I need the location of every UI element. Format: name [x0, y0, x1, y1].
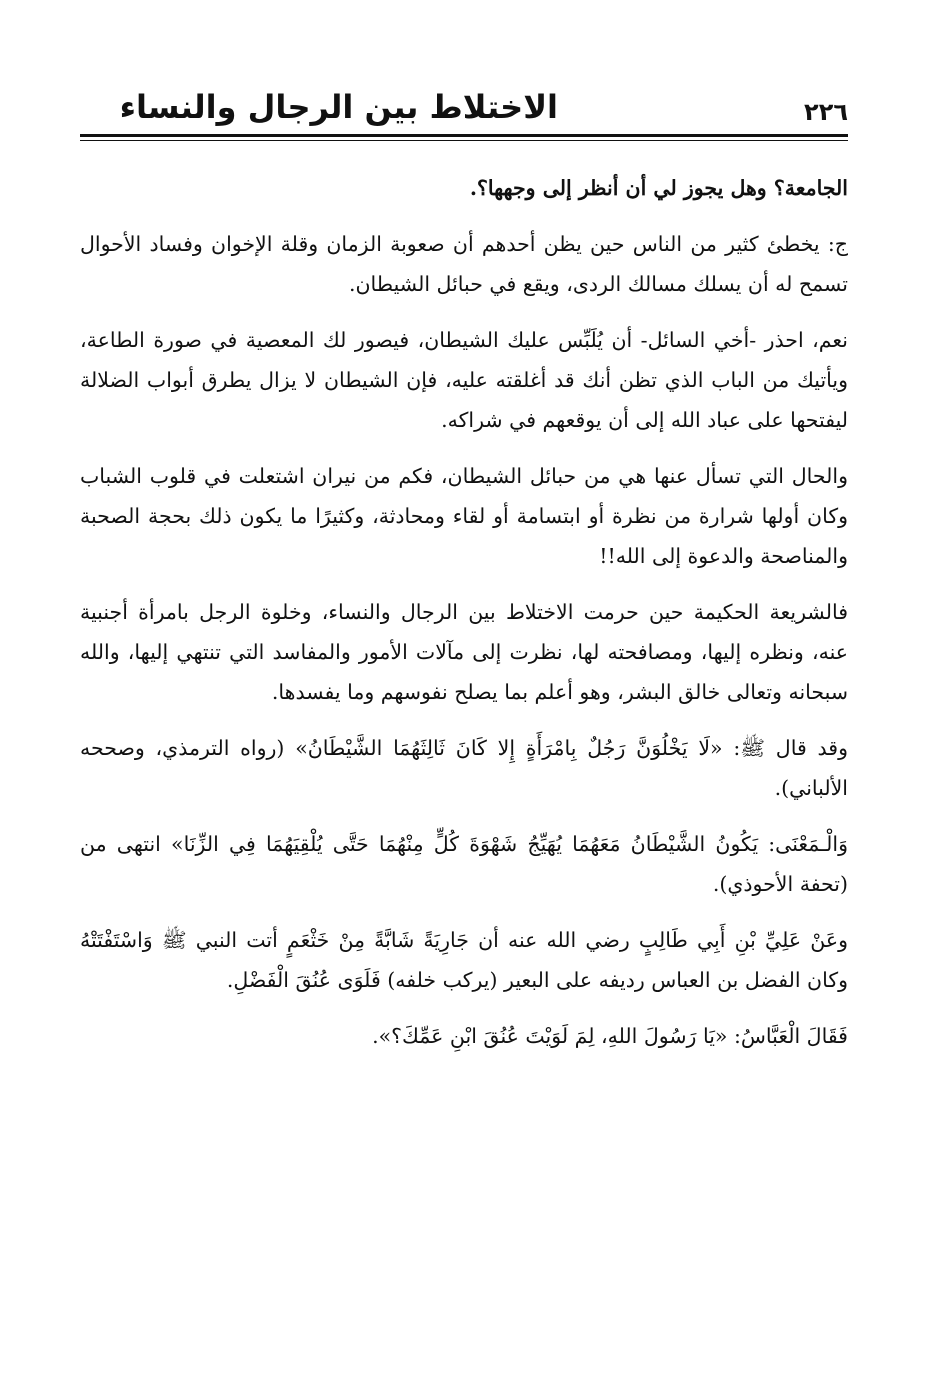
paragraph-abbas-question: فَقَالَ الْعَبَّاسُ: «يَا رَسُولَ اللهِ، لِمَ لَوَيْتَ عُنُقَ ابْنِ عَمِّكَ؟».: [372, 1024, 848, 1048]
paragraph-sharia-wisdom: فالشريعة الحكيمة حين حرمت الاختلاط بين الرجال والنساء، وخلوة الرجل بامرأة أجنبية عنه، ونظره إليها، ومصافحته لها، نظرت إلى مآلات الأمور والمفاسد التي تنتهي إليها، والله سبحانه وتعالى خالق البشر، وهو أعلم بما يصلح نفوسهم وما يفسدها.: [80, 600, 848, 704]
body-text: [80, 168, 848, 1072]
header-rule: [80, 134, 848, 137]
paragraph-hadith-seclusion: وقد قال ﷺ: «لَا يَخْلُوَنَّ رَجُلٌ بِامْرَأَةٍ إِلا كَانَ ثَالِثَهُمَا الشَّيْطَانُ» (رواه الترمذي، وصححه الألباني).: [80, 736, 848, 800]
paragraph-hadith-meaning: وَالْـمَعْنَى: يَكُونُ الشَّيْطَانُ مَعَهُمَا يُهَيِّجُ شَهْوَةَ كُلٍّ مِنْهُمَا حَتَّى يُلْقِيَهُمَا فِي الزِّنَا» انتهى من (تحفة الأحوذي).: [80, 832, 848, 896]
header-rule-thin: [80, 140, 848, 141]
paragraph-answer-intro: ج: يخطئ كثير من الناس حين يظن أحدهم أن صعوبة الزمان وقلة الإخوان وفساد الأحوال تسمح له أن يسلك مسالك الردى، ويقع في حبائل الشيطان.: [80, 232, 848, 296]
page-header: [80, 78, 848, 148]
paragraph-ali-narration: وعَنْ عَلِيِّ بْنِ أَبِي طَالِبٍ رضي الله عنه أن جَارِيَةً شَابَّةً مِنْ خَثْعَمٍ أتت النبي ﷺ وَاسْتَفْتَتْهُ وكان الفضل بن العباس رديفه على البعير (يركب خلفه) فَلَوَى عُنُقَ الْفَضْلِ.: [80, 928, 848, 992]
paragraph-warning: نعم، احذر -أخي السائل- أن يُلَبِّس عليك الشيطان، فيصور لك المعصية في صورة الطاعة، ويأتيك من الباب الذي تظن أنك قد أغلقته عليه، فإن الشيطان لا يزال يطرق أبواب الضلالة ليفتحها على عباد الله إلى أن يوقعهم في شراكه.: [80, 328, 848, 432]
page-number: ٢٢٦: [804, 98, 848, 126]
running-title: الاختلاط بين الرجال والنساء: [119, 88, 558, 126]
paragraph-shaytan-traps: والحال التي تسأل عنها هي من حبائل الشيطان، فكم من نيران اشتعلت في قلوب الشباب وكان أولها شرارة من نظرة أو ابتسامة أو لقاء ومحادثة، وكثيرًا ما يكون ذلك بحجة الصحبة والمناصحة والدعوة إلى الله!!: [80, 464, 848, 568]
paragraph-question-end: الجامعة؟ وهل يجوز لي أن أنظر إلى وجهها؟.: [469, 176, 848, 200]
